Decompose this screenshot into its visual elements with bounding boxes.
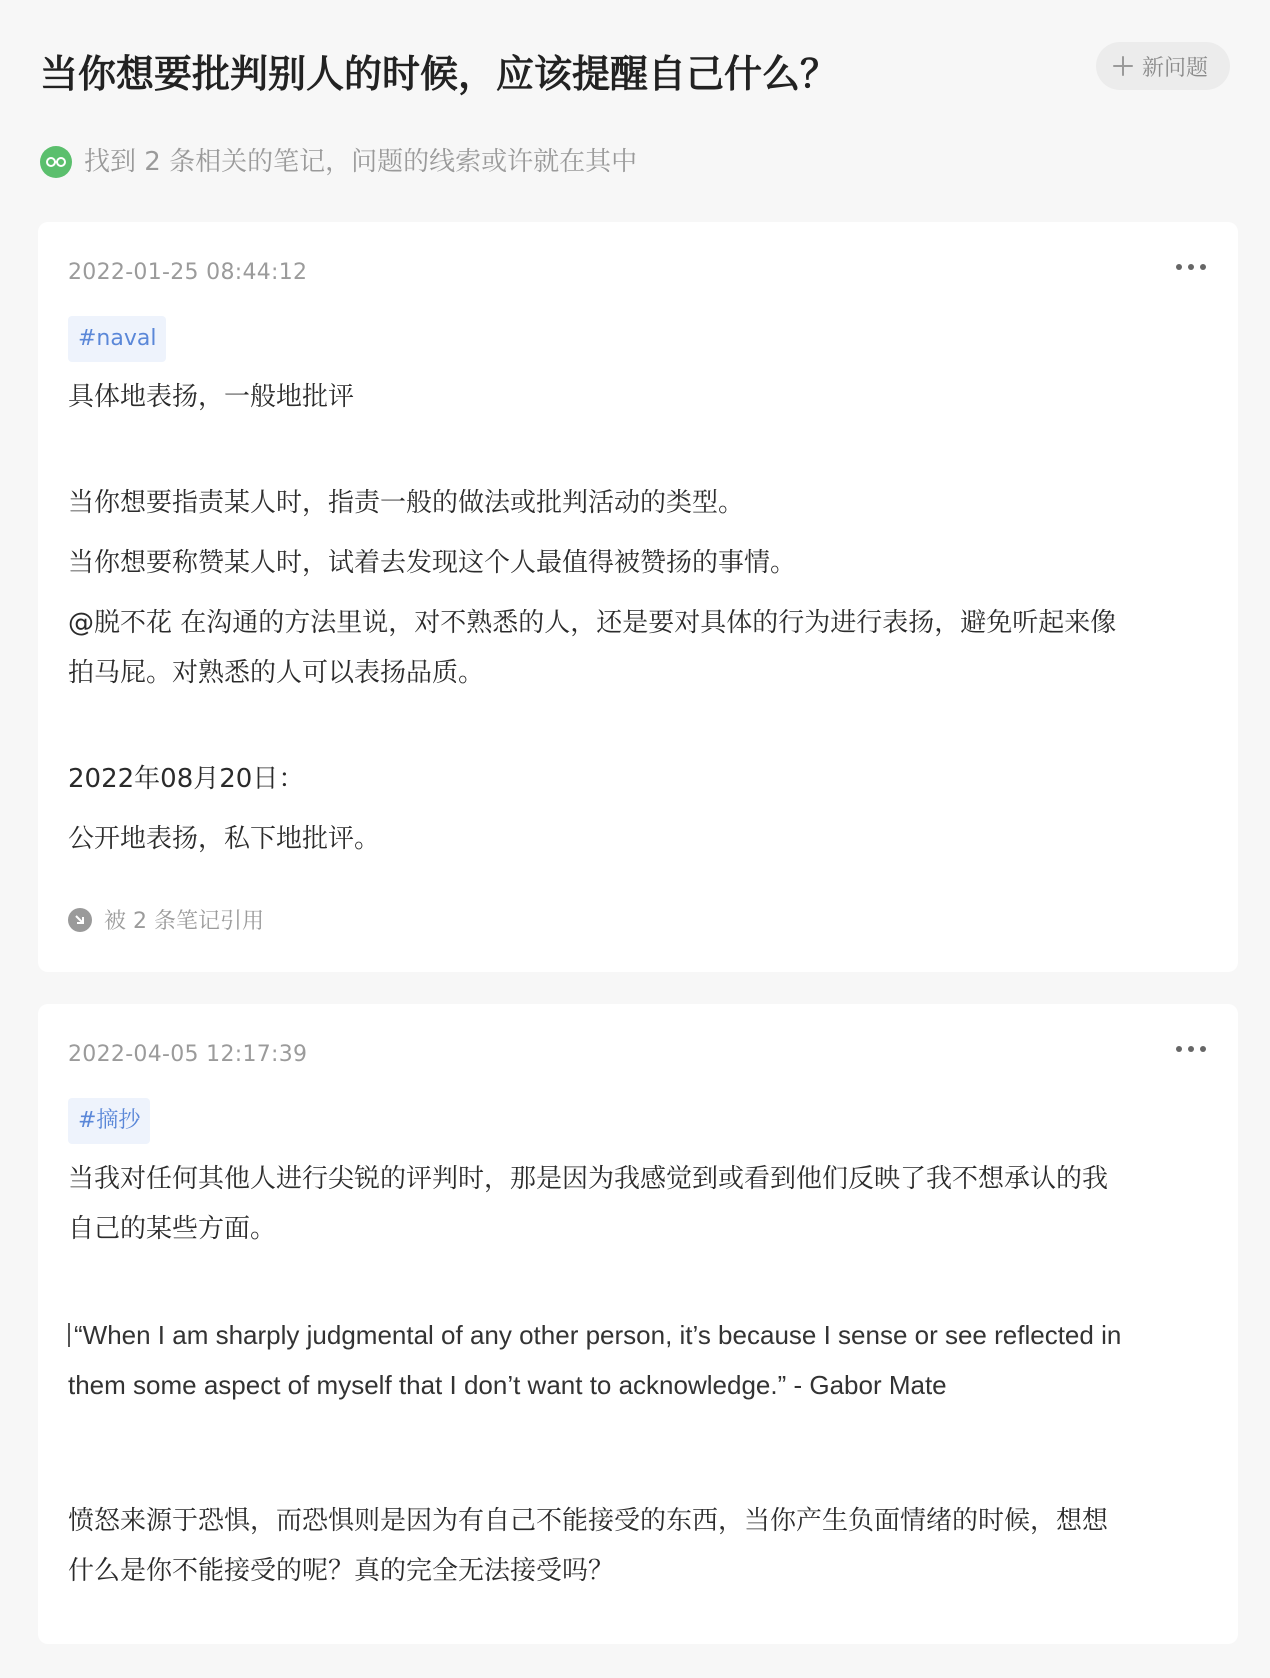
related-notes-hint	[40, 144, 637, 180]
note-paragraph: 什么是你不能接受的呢？真的完全无法接受吗？	[68, 1556, 615, 1586]
note-paragraph: 2022年08月20日：	[68, 764, 305, 794]
note-paragraph: 自己的某些方面。	[68, 1214, 277, 1244]
note-paragraph: 当你想要称赞某人时，试着去发现这个人最值得被赞扬的事情。	[68, 548, 797, 578]
new-question-label: 新问题	[1141, 55, 1208, 81]
quote-bar	[68, 1323, 70, 1347]
glasses-icon	[40, 146, 72, 178]
plus-icon	[1112, 55, 1134, 77]
quote-line	[68, 1310, 1200, 1360]
page-title: 当你想要批判别人的时候，应该提醒自己什么？	[40, 52, 839, 96]
note-paragraph: @脱不花 在沟通的方法里说，对不熟悉的人，还是要对具体的行为进行表扬，避免听起来像	[68, 608, 1117, 638]
note-content	[68, 372, 1200, 864]
note-content	[68, 1154, 1200, 1596]
note-paragraph: 当我对任何其他人进行尖锐的评判时，那是因为我感觉到或看到他们反映了我不想承认的我	[68, 1164, 1109, 1194]
note-card[interactable]	[38, 1004, 1238, 1644]
note-paragraph: 拍马屁。对熟悉的人可以表扬品质。	[68, 658, 485, 688]
quote-text: “When I am sharply judgmental of any other person, it’s because I sense or see reflected in	[74, 1320, 1122, 1350]
note-paragraph: 公开地表扬，私下地批评。	[68, 824, 381, 854]
note-paragraph: 愤怒来源于恐惧，而恐惧则是因为有自己不能接受的东西，当你产生负面情绪的时候，想想	[68, 1506, 1109, 1536]
note-paragraph: 当你想要指责某人时，指责一般的做法或批判活动的类型。	[68, 488, 745, 518]
more-options-icon[interactable]	[1176, 1044, 1206, 1054]
note-timestamp: 2022-01-25 08:44:12	[68, 260, 308, 285]
arrow-down-right-icon	[68, 908, 92, 932]
hint-text: 找到 2 条相关的笔记，问题的线索或许就在其中	[84, 147, 638, 177]
more-options-icon[interactable]	[1176, 262, 1206, 272]
note-timestamp: 2022-04-05 12:17:39	[68, 1042, 308, 1067]
note-tag[interactable]: #摘抄	[68, 1098, 150, 1144]
note-paragraph: 具体地表扬，一般地批评	[68, 382, 355, 412]
note-paragraph: them some aspect of myself that I don’t want to acknowledge.” - Gabor Mate	[68, 1370, 947, 1400]
note-card[interactable]	[38, 222, 1238, 972]
note-tag[interactable]: #naval	[68, 316, 166, 362]
header	[40, 40, 1230, 110]
backlink-text: 被 2 条笔记引用	[104, 909, 264, 934]
backlink-reference[interactable]	[68, 904, 264, 935]
new-question-button[interactable]	[1096, 42, 1230, 90]
